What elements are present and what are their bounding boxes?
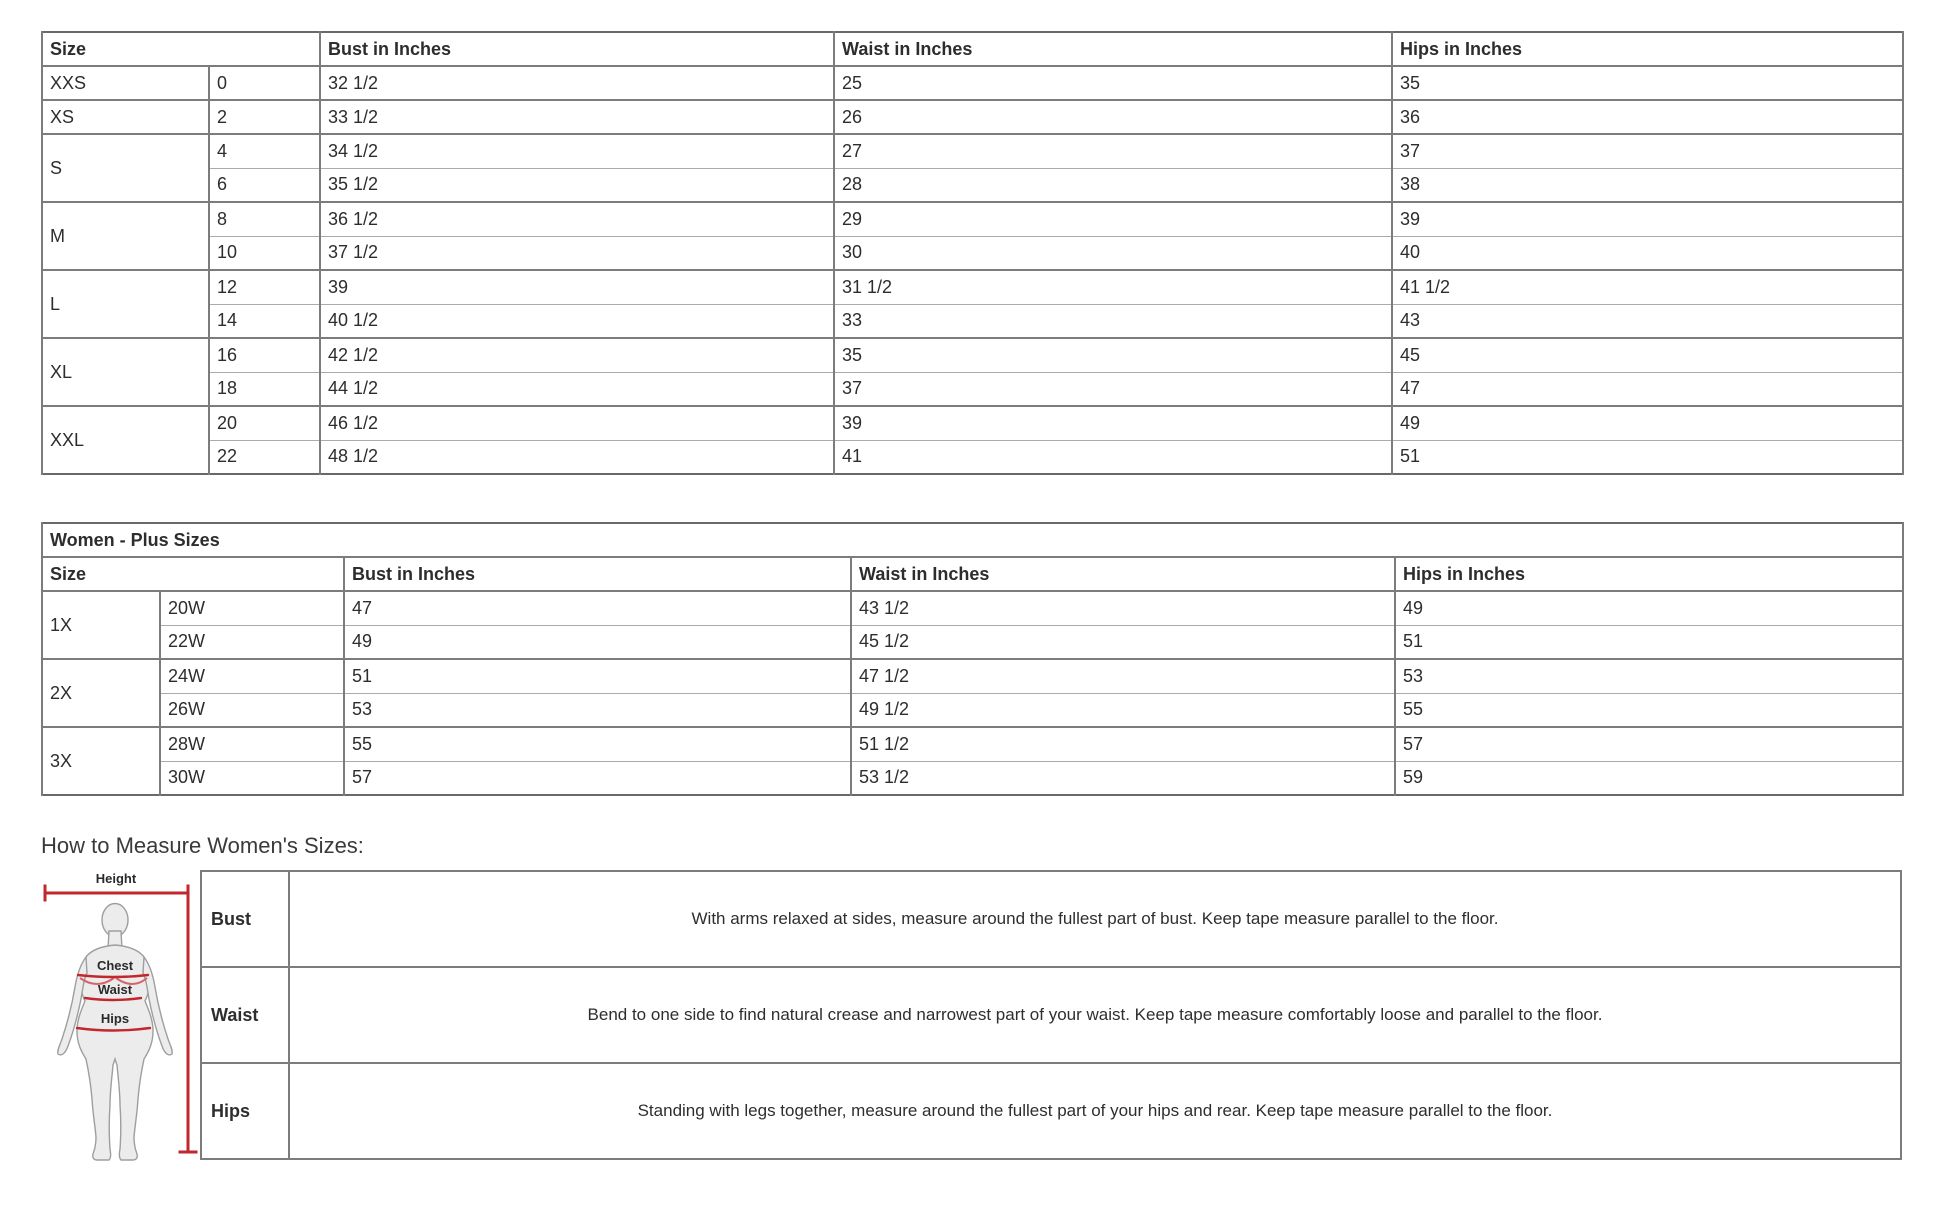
measure-row-instruction: Bend to one side to find natural crease and narrowest part of your waist. Keep tape measure comfortably loose and parallel to the floor.: [289, 967, 1901, 1063]
table-cell: 51: [1395, 625, 1903, 659]
table-cell: 31 1/2: [834, 270, 1392, 304]
header-row: [42, 32, 1903, 66]
table-cell: 20W: [160, 591, 344, 625]
table-cell: 42 1/2: [320, 338, 834, 372]
size-group-label: S: [42, 134, 209, 202]
table-cell: 37 1/2: [320, 236, 834, 270]
waist-label: Waist: [97, 982, 133, 997]
table-cell: 49: [344, 625, 851, 659]
column-header: Bust in Inches: [320, 32, 834, 66]
table-cell: 39: [320, 270, 834, 304]
size-group-label: XS: [42, 100, 209, 134]
body-silhouette-diagram: [36, 866, 200, 1168]
table-cell: 51: [344, 659, 851, 693]
table-cell: 36: [1392, 100, 1903, 134]
table-cell: 40: [1392, 236, 1903, 270]
table-cell: 2: [209, 100, 320, 134]
measure-instructions-body: [201, 871, 1901, 1159]
table-cell: 41 1/2: [1392, 270, 1903, 304]
women-plus-size-table: [41, 522, 1904, 796]
table-row: [42, 134, 1903, 168]
table-cell: 47: [1392, 372, 1903, 406]
table-cell: 43: [1392, 304, 1903, 338]
plus-table-body: [42, 591, 1903, 795]
column-header: Hips in Inches: [1392, 32, 1903, 66]
measure-row: [201, 871, 1901, 967]
table-cell: 32 1/2: [320, 66, 834, 100]
table-cell: 22: [209, 440, 320, 474]
measure-row-instruction: With arms relaxed at sides, measure around the fullest part of bust. Keep tape measure parallel to the floor.: [289, 871, 1901, 967]
table-cell: 4: [209, 134, 320, 168]
table-cell: 35 1/2: [320, 168, 834, 202]
table-row: [42, 66, 1903, 100]
table-cell: 28W: [160, 727, 344, 761]
table-cell: 37: [834, 372, 1392, 406]
size-group-label: M: [42, 202, 209, 270]
table-cell: 30: [834, 236, 1392, 270]
table-cell: 24W: [160, 659, 344, 693]
table-cell: 18: [209, 372, 320, 406]
size-group-label: 2X: [42, 659, 160, 727]
table-cell: 39: [1392, 202, 1903, 236]
table-cell: 20: [209, 406, 320, 440]
table-cell: 57: [344, 761, 851, 795]
size-group-label: L: [42, 270, 209, 338]
table-cell: 6: [209, 168, 320, 202]
column-header: Hips in Inches: [1395, 557, 1903, 591]
table-row: [42, 338, 1903, 372]
table-row: [42, 406, 1903, 440]
table-row: [42, 440, 1903, 474]
measure-row-label: Bust: [201, 871, 289, 967]
column-header: Size: [42, 557, 344, 591]
standard-table-body: [42, 66, 1903, 474]
table-cell: 35: [834, 338, 1392, 372]
table-cell: 29: [834, 202, 1392, 236]
table-cell: 37: [1392, 134, 1903, 168]
table-cell: 45: [1392, 338, 1903, 372]
hips-label: Hips: [100, 1011, 130, 1026]
column-header: Bust in Inches: [344, 557, 851, 591]
table-row: [42, 693, 1903, 727]
table-cell: 16: [209, 338, 320, 372]
table-cell: 26: [834, 100, 1392, 134]
table-cell: 36 1/2: [320, 202, 834, 236]
table-row: [42, 625, 1903, 659]
table-cell: 14: [209, 304, 320, 338]
table-cell: 26W: [160, 693, 344, 727]
column-header: Waist in Inches: [851, 557, 1395, 591]
table-cell: 47: [344, 591, 851, 625]
table-title: Women - Plus Sizes: [42, 523, 1903, 557]
table-title-row: [42, 523, 1903, 557]
table-cell: 28: [834, 168, 1392, 202]
table-cell: 30W: [160, 761, 344, 795]
measure-instructions-table: [200, 870, 1902, 1160]
body-silhouette: [58, 904, 172, 1161]
chest-label: Chest: [96, 958, 134, 973]
table-row: [42, 304, 1903, 338]
table-cell: 49 1/2: [851, 693, 1395, 727]
size-group-label: XXL: [42, 406, 209, 474]
table-cell: 53: [1395, 659, 1903, 693]
table-row: [42, 168, 1903, 202]
size-group-label: XL: [42, 338, 209, 406]
header-row: [42, 557, 1903, 591]
table-row: [42, 372, 1903, 406]
measure-row-label: Hips: [201, 1063, 289, 1159]
measure-row: [201, 967, 1901, 1063]
table-cell: 53 1/2: [851, 761, 1395, 795]
table-cell: 44 1/2: [320, 372, 834, 406]
size-group-label: 1X: [42, 591, 160, 659]
table-cell: 34 1/2: [320, 134, 834, 168]
standard-table-header: [42, 32, 1903, 66]
size-group-label: XXS: [42, 66, 209, 100]
table-cell: 38: [1392, 168, 1903, 202]
table-row: [42, 591, 1903, 625]
table-cell: 33: [834, 304, 1392, 338]
table-cell: 55: [344, 727, 851, 761]
column-header: Size: [42, 32, 320, 66]
table-row: [42, 202, 1903, 236]
table-cell: 48 1/2: [320, 440, 834, 474]
table-cell: 53: [344, 693, 851, 727]
table-cell: 10: [209, 236, 320, 270]
table-cell: 49: [1395, 591, 1903, 625]
plus-table-header: [42, 523, 1903, 591]
table-row: [42, 761, 1903, 795]
table-cell: 49: [1392, 406, 1903, 440]
measure-row-instruction: Standing with legs together, measure around the fullest part of your hips and rear. Keep tape measure parallel to the floor.: [289, 1063, 1901, 1159]
table-cell: 8: [209, 202, 320, 236]
women-standard-size-table: [41, 31, 1904, 475]
table-cell: 12: [209, 270, 320, 304]
table-cell: 46 1/2: [320, 406, 834, 440]
table-cell: 40 1/2: [320, 304, 834, 338]
table-row: [42, 727, 1903, 761]
table-cell: 35: [1392, 66, 1903, 100]
measure-row-label: Waist: [201, 967, 289, 1063]
table-row: [42, 100, 1903, 134]
table-cell: 43 1/2: [851, 591, 1395, 625]
measure-section-heading: How to Measure Women's Sizes:: [41, 833, 364, 858]
table-cell: 0: [209, 66, 320, 100]
table-cell: 41: [834, 440, 1392, 474]
table-cell: 47 1/2: [851, 659, 1395, 693]
table-cell: 33 1/2: [320, 100, 834, 134]
table-cell: 51: [1392, 440, 1903, 474]
height-label: Height: [95, 871, 137, 886]
table-cell: 27: [834, 134, 1392, 168]
body-measurement-figure: [36, 866, 200, 1168]
table-cell: 59: [1395, 761, 1903, 795]
measure-row: [201, 1063, 1901, 1159]
table-cell: 51 1/2: [851, 727, 1395, 761]
table-cell: 39: [834, 406, 1392, 440]
table-row: [42, 270, 1903, 304]
table-cell: 55: [1395, 693, 1903, 727]
column-header: Waist in Inches: [834, 32, 1392, 66]
table-row: [42, 659, 1903, 693]
table-cell: 25: [834, 66, 1392, 100]
size-group-label: 3X: [42, 727, 160, 795]
table-cell: 45 1/2: [851, 625, 1395, 659]
table-cell: 22W: [160, 625, 344, 659]
table-cell: 57: [1395, 727, 1903, 761]
table-row: [42, 236, 1903, 270]
